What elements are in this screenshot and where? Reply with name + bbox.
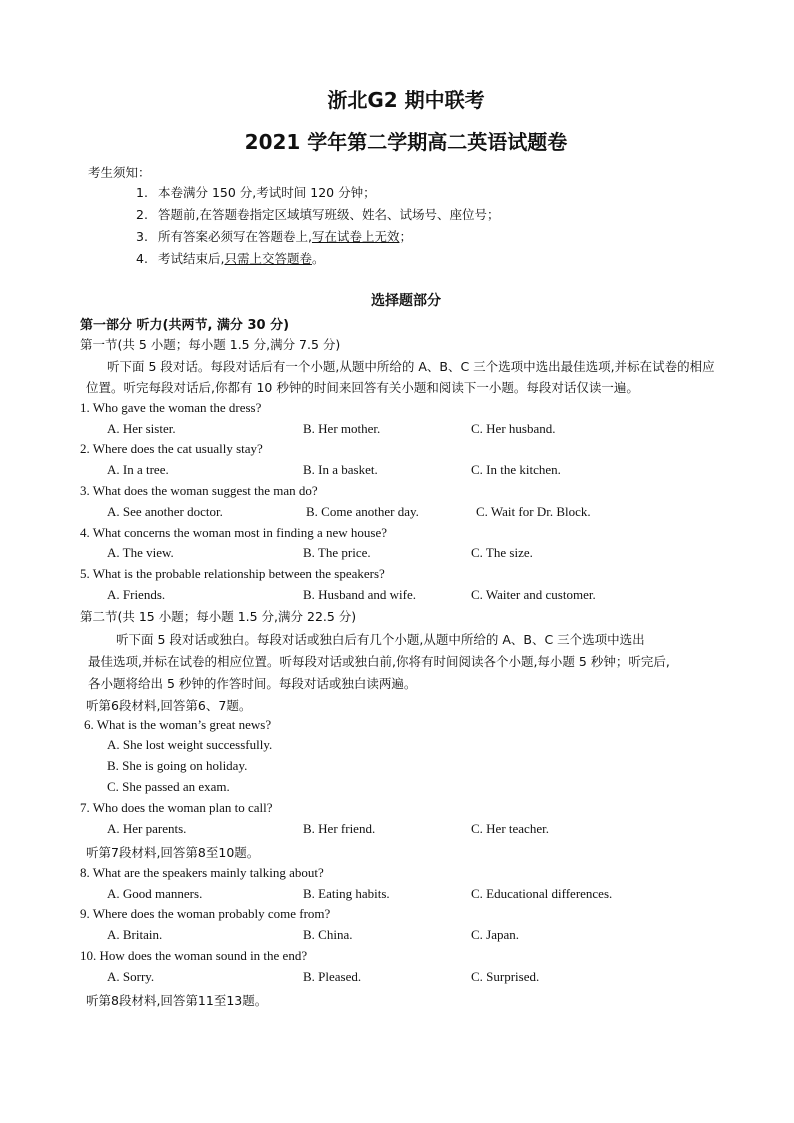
notice-item-number: 4. — [136, 251, 148, 266]
sec1-instruction-line1: 听下面 5 段对话。每段对话后有一个小题,从题中所给的 A、B、C 三个选项中选出最佳选项,并标在试卷的相应 — [107, 359, 715, 374]
option-a: A. Friends. — [107, 587, 166, 602]
option-c: C. Wait for Dr. Block. — [476, 504, 591, 519]
option-c: C. Educational differences. — [471, 886, 613, 901]
option-a: A. Her parents. — [107, 821, 187, 836]
question-stem: 9. Where does the woman probably come from? — [80, 906, 331, 921]
question-stem: 1. Who gave the woman the dress? — [80, 400, 262, 415]
option-b: B. Husband and wife. — [303, 587, 417, 602]
notice-item-underlined: 写在试卷上无效 — [311, 229, 400, 244]
option-a: A. See another doctor. — [107, 504, 223, 519]
notice-item-underlined: 只需上交答题卷 — [224, 251, 312, 266]
option-b: B. She is going on holiday. — [107, 758, 248, 773]
question-stem: 2. Where does the cat usually stay? — [80, 441, 263, 456]
option-b: B. Her mother. — [303, 421, 381, 436]
option-a: A. She lost weight successfully. — [107, 737, 273, 752]
option-c: C. In the kitchen. — [471, 462, 561, 477]
question-stem: 7. Who does the woman plan to call? — [80, 800, 273, 815]
material-note-6: 听第6段材料,回答第6、7题。 — [86, 698, 252, 713]
part1-title: 第一部分 听力(共两节, 满分 30 分) — [80, 318, 290, 333]
sec2-instruction-line1: 听下面 5 段对话或独白。每段对话或独白后有几个小题,从题中所给的 A、B、C 三个选项中选出 — [116, 632, 645, 647]
notice-item-text-end: ； — [399, 229, 413, 244]
option-c: C. Japan. — [471, 927, 520, 942]
sec2-instruction-line3: 各小题将给出 5 秒钟的作答时间。每段对话或独白读两遍。 — [88, 676, 417, 691]
option-c: C. Her husband. — [471, 421, 556, 436]
sec2-title: 第二节(共 15 小题；每小题 1.5 分,满分 22.5 分) — [80, 609, 357, 624]
option-a: A. Good manners. — [107, 886, 203, 901]
notice-item-text: 考试结束后, — [158, 251, 225, 266]
option-a: A. In a tree. — [107, 462, 169, 477]
option-c: C. She passed an exam. — [107, 779, 230, 794]
option-c: C. Surprised. — [471, 969, 540, 984]
material-note-7: 听第7段材料,回答第8至10题。 — [86, 845, 260, 860]
notice-item-2 — [136, 205, 499, 223]
notice-item-number: 1. — [136, 185, 148, 200]
notice-item-text: 答题前,在答题卷指定区域填写班级、姓名、试场号、座位号； — [158, 207, 500, 222]
notice-item-text: 所有答案必须写在答题卷上, — [158, 229, 312, 244]
option-a: A. Sorry. — [107, 969, 155, 984]
sec2-instruction-line2: 最佳选项,并标在试卷的相应位置。听每段对话或独白前,你将有时间阅读各个小题,每小题 5 秒钟；听完后, — [88, 654, 670, 669]
option-b: B. The price. — [303, 545, 371, 560]
exam-title: 浙北G2 期中联考 — [327, 88, 485, 112]
question-stem: 3. What does the woman suggest the man do? — [80, 483, 318, 498]
option-b: B. Her friend. — [303, 821, 376, 836]
notice-heading: 考生须知： — [88, 165, 151, 180]
sec1-instruction-line2: 位置。听完每段对话后,你都有 10 秒钟的时间来回答有关小题和阅读下一小题。每段对话仅读一遍。 — [86, 380, 639, 395]
option-b: B. Come another day. — [306, 504, 419, 519]
notice-item-text-end: 。 — [312, 251, 325, 266]
notice-item-3 — [136, 227, 412, 245]
option-a: A. The view. — [107, 545, 174, 560]
option-b: B. Pleased. — [303, 969, 362, 984]
notice-item-number: 3. — [136, 229, 148, 244]
option-a: A. Her sister. — [107, 421, 176, 436]
exam-subtitle: 2021 学年第二学期高二英语试题卷 — [244, 130, 568, 154]
notice-item-1 — [136, 183, 376, 201]
question-stem: 8. What are the speakers mainly talking about? — [80, 865, 324, 880]
question-stem: 6. What is the woman’s great news? — [84, 717, 272, 732]
section-title: 选择题部分 — [371, 293, 441, 309]
option-c: C. Her teacher. — [471, 821, 549, 836]
sec1-title: 第一节(共 5 小题；每小题 1.5 分,满分 7.5 分) — [80, 337, 341, 352]
option-c: C. Waiter and customer. — [471, 587, 596, 602]
option-b: B. In a basket. — [303, 462, 378, 477]
question-stem: 5. What is the probable relationship between the speakers? — [80, 566, 385, 581]
notice-item-number: 2. — [136, 207, 148, 222]
notice-item-4 — [136, 249, 325, 267]
material-note-8: 听第8段材料,回答第11至13题。 — [86, 993, 268, 1008]
option-a: A. Britain. — [107, 927, 163, 942]
question-stem: 4. What concerns the woman most in finding a new house? — [80, 525, 387, 540]
question-stem: 10. How does the woman sound in the end? — [80, 948, 308, 963]
notice-item-text: 本卷满分 150 分,考试时间 120 分钟； — [158, 185, 376, 200]
option-c: C. The size. — [471, 545, 533, 560]
option-b: B. Eating habits. — [303, 886, 390, 901]
option-b: B. China. — [303, 927, 353, 942]
